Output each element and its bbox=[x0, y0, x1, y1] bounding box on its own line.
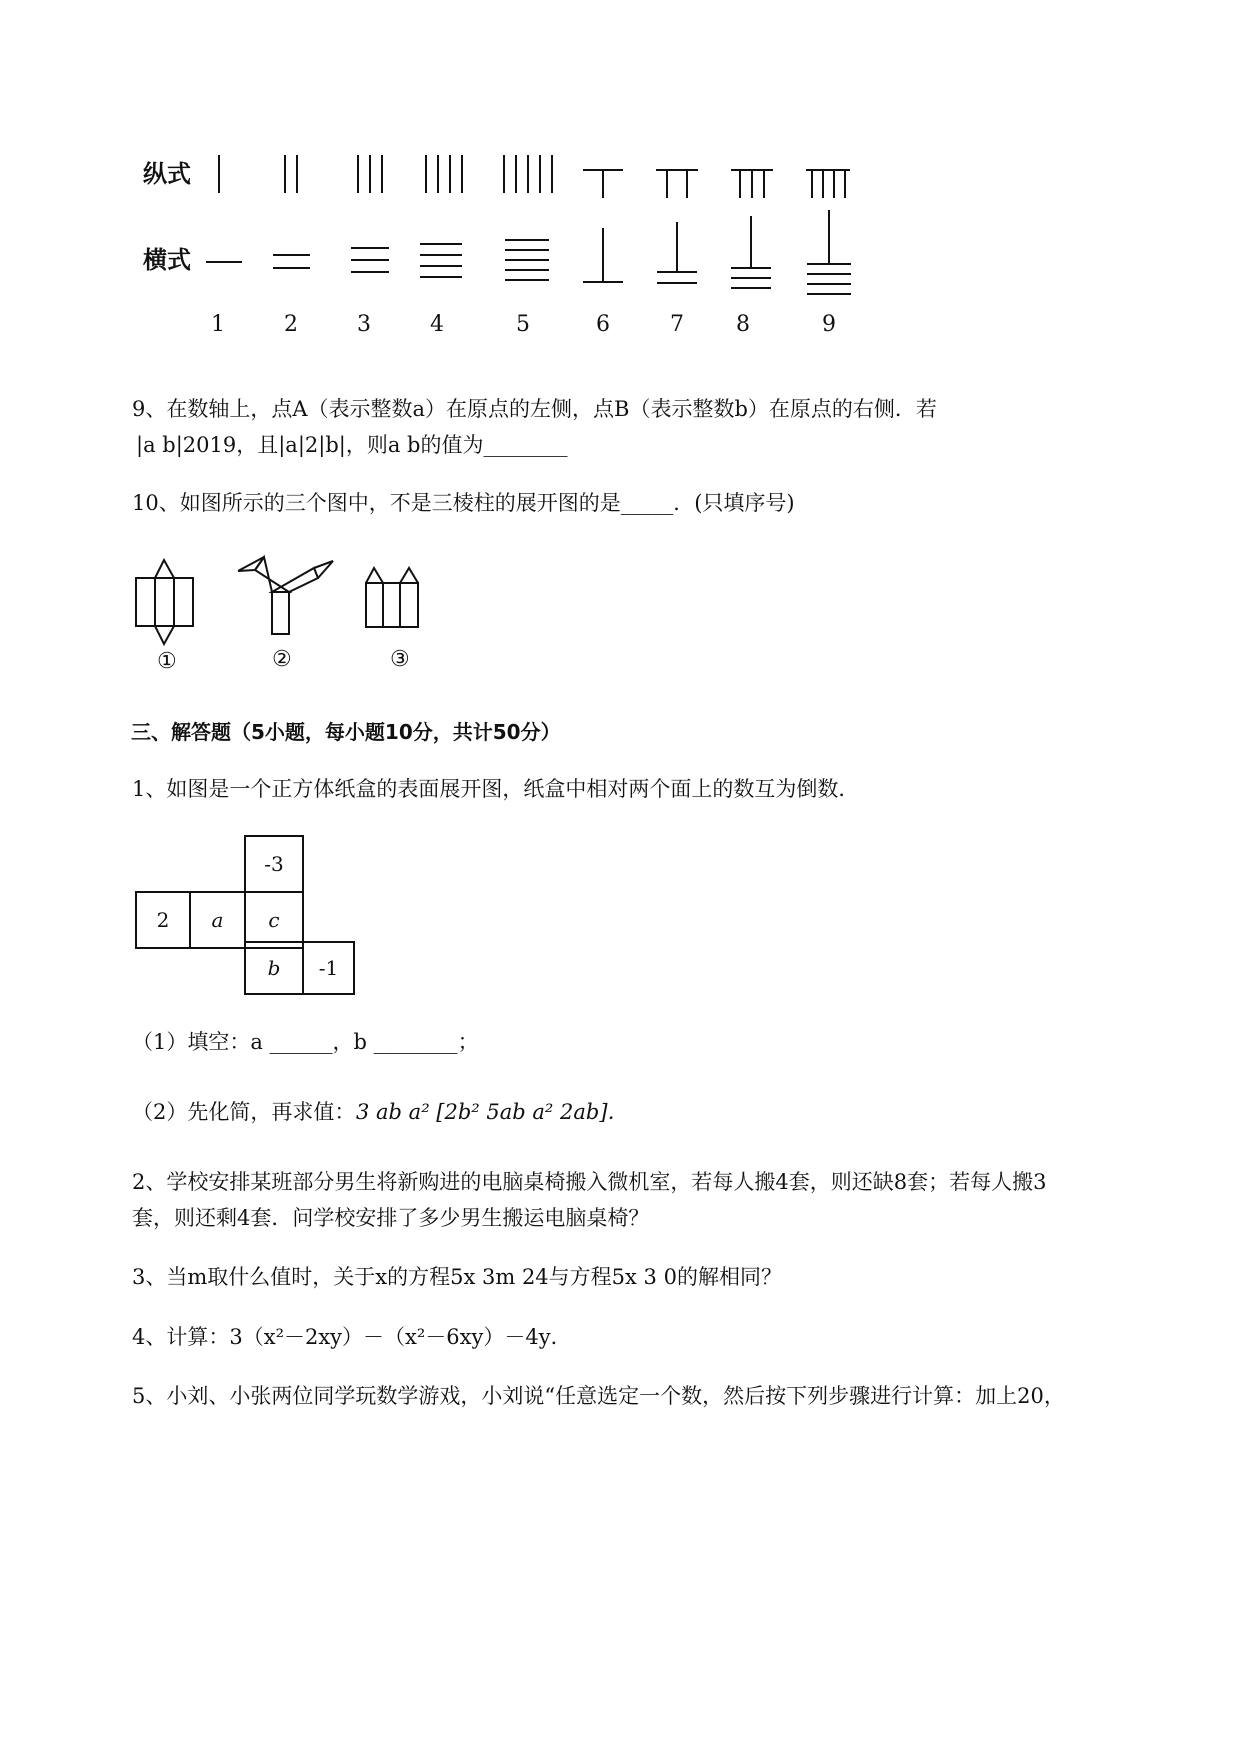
digit-8: 8 bbox=[736, 312, 750, 337]
q9-line2: |a b|2019，且|a|2|b|，则a b的值为________ bbox=[136, 433, 568, 457]
section-3-title: 三、解答题（5小题，每小题10分，共计50分） bbox=[131, 720, 561, 744]
q9-line1: 9、在数轴上，点A（表示整数a）在原点的左侧，点B（表示整数b）在原点的右侧．若 bbox=[132, 397, 937, 421]
p2-line2: 套，则还剩4套．问学校安排了多少男生搬运电脑桌椅？ bbox=[132, 1206, 650, 1230]
net-cell-top: -3 bbox=[244, 835, 304, 893]
digit-5: 5 bbox=[516, 312, 530, 337]
p1-text: 1、如图是一个正方体纸盒的表面展开图，纸盒中相对两个面上的数互为倒数． bbox=[132, 777, 860, 801]
digit-1: 1 bbox=[211, 312, 225, 337]
net-1 bbox=[136, 560, 193, 644]
net-label-1: ① bbox=[157, 649, 177, 674]
digit-6: 6 bbox=[596, 312, 610, 337]
net-cell-bottom-right: -1 bbox=[302, 941, 355, 995]
p1-part2-expression: 3 ab a² [2b² 5ab a² 2ab]． bbox=[356, 1100, 629, 1124]
digit-4: 4 bbox=[430, 312, 444, 337]
p4-text: 4、计算：3（x²－2xy）－（x²－6xy）－4y． bbox=[132, 1325, 572, 1349]
digit-2: 2 bbox=[284, 312, 298, 337]
net-cell-left: 2 bbox=[135, 891, 191, 949]
net-label-2: ② bbox=[272, 647, 292, 672]
net-3 bbox=[366, 568, 418, 627]
net-cell-b: b bbox=[244, 941, 304, 995]
p1-part1: （1）填空：a ______，b ________； bbox=[132, 1030, 479, 1054]
horizontal-style-label: 横式 bbox=[143, 246, 191, 274]
net-cell-c: c bbox=[244, 891, 304, 949]
prism-nets-figure bbox=[0, 540, 600, 660]
digit-7: 7 bbox=[670, 312, 684, 337]
net-2 bbox=[238, 557, 333, 634]
horizontal-rods bbox=[206, 210, 851, 294]
vertical-rods bbox=[219, 155, 850, 198]
q10-text: 10、如图所示的三个图中，不是三棱柱的展开图的是_____．(只填序号) bbox=[132, 491, 795, 515]
p1-part2-prefix: （2）先化简，再求值： bbox=[132, 1100, 356, 1124]
vertical-style-label: 纵式 bbox=[143, 160, 191, 188]
p2-line1: 2、学校安排某班部分男生将新购进的电脑桌椅搬入微机室，若每人搬4套，则还缺8套；若每人搬3 bbox=[132, 1170, 1047, 1194]
digit-3: 3 bbox=[357, 312, 371, 337]
p5-text: 5、小刘、小张两位同学玩数学游戏，小刘说“任意选定一个数，然后按下列步骤进行计算：加上20， bbox=[132, 1384, 1065, 1408]
p3-text: 3、当m取什么值时，关于x的方程5x 3m 24与方程5x 3 0的解相同？ bbox=[132, 1265, 782, 1289]
net-cell-a: a bbox=[189, 891, 246, 949]
net-label-3: ③ bbox=[390, 647, 410, 672]
digit-9: 9 bbox=[822, 312, 836, 337]
